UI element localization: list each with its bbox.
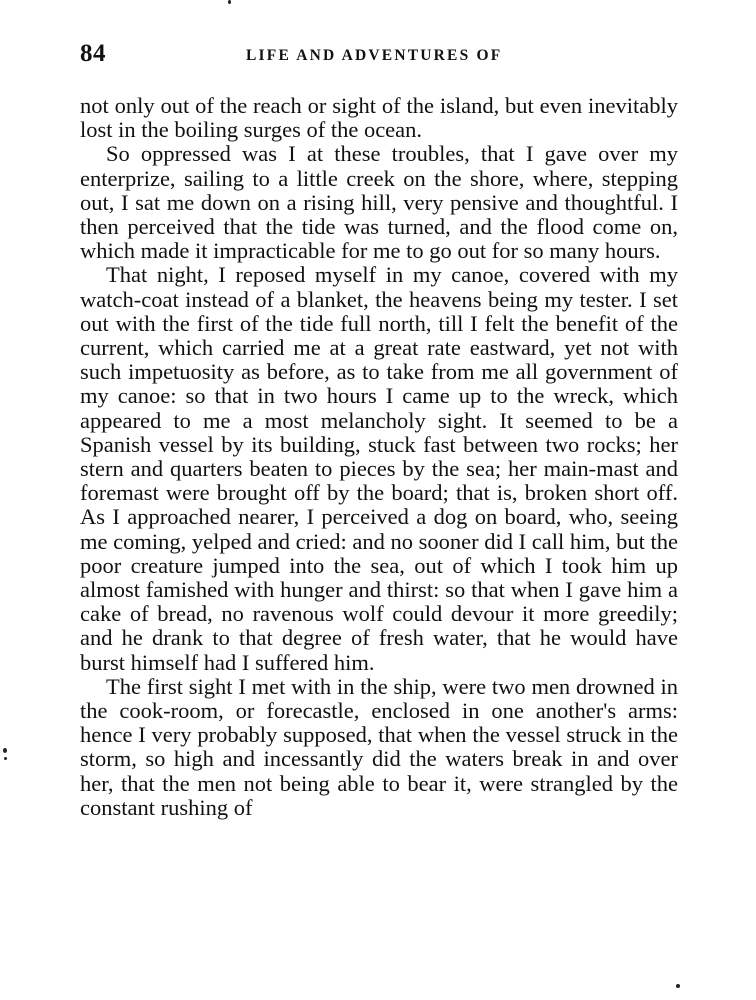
scan-speck xyxy=(228,0,231,4)
page-header xyxy=(80,40,678,72)
body-text xyxy=(80,94,678,820)
running-head: LIFE AND ADVENTURES OF xyxy=(246,47,503,64)
scan-speck xyxy=(3,748,7,753)
scan-speck xyxy=(676,984,680,988)
paragraph: So oppressed was I at these troubles, that I gave over my enterprize, sailing to a little creek on the shore, where, stepping out, I sat me down on a rising hill, very pensive and thoughtful. I then perceived that the tide was turned, and the flood come on, which made it impracticable for me to go out for so many hours. xyxy=(80,141,678,264)
paragraph: That night, I reposed myself in my canoe, covered with my watch-coat instead of a blanket, the heavens being my tester. I set out with the first of the tide full north, till I felt the benefit of the current, which carried me at a great rate eastward, yet not with such impetuosity as before, as to take from me all government of my canoe: so that in two hours I came up to the wreck, which appeared to me a most melancholy sight. It seemed to be a Spanish vessel by its building, stuck fast between two rocks; her stern and quarters beaten to pieces by the sea; her main-mast and foremast were brought off by the board; that is, broken short off. As I approached nearer, I perceived a dog on board, who, seeing me coming, yelped and cried: and no sooner did I call him, but the poor creature jumped into the sea, out of which I took him up almost famished with hunger and thirst: so that when I gave him a cake of bread, no ravenous wolf could devour it more greedily; and he drank to that degree of fresh water, that he would have burst himself had I suffered him. xyxy=(80,262,678,675)
scan-speck xyxy=(4,757,7,760)
paragraph: The first sight I met with in the ship, were two men drowned in the cook-room, or forecastle, enclosed in one another's arms: hence I very probably supposed, that when the vessel struck in the storm, so high and incessantly did the waters break in and over her, that the men not being able to bear it, were strangled by the constant rushing of xyxy=(80,673,678,820)
paragraph-continuation: not only out of the reach or sight of the island, but even inevitably lost in the boiling surges of the ocean. xyxy=(80,93,678,143)
page-number: 84 xyxy=(80,40,106,67)
